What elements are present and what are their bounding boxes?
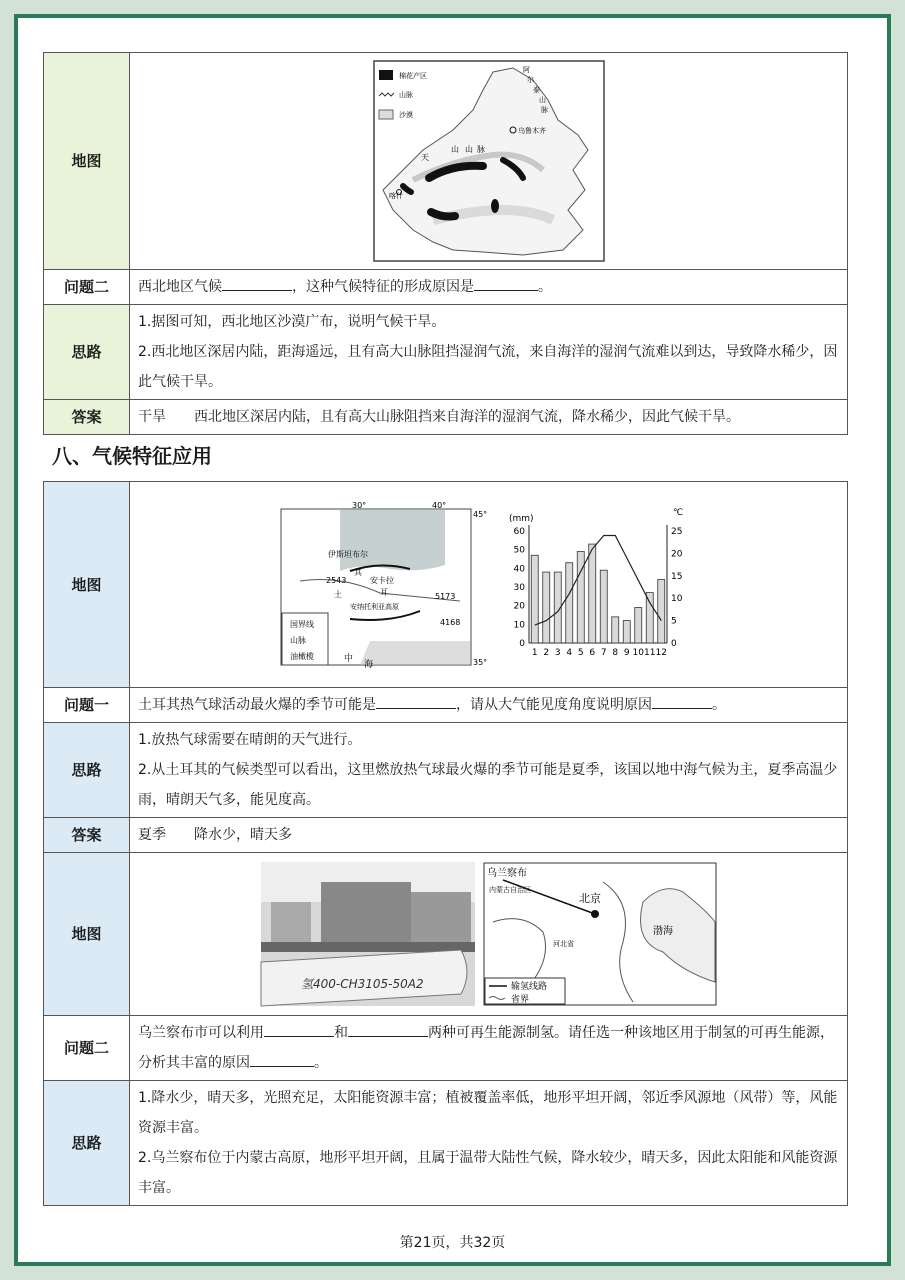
right-tick-label: 15 bbox=[671, 571, 683, 582]
qa-table-northwest bbox=[43, 52, 848, 435]
month-label: 9 bbox=[623, 647, 630, 658]
precip-bar bbox=[635, 607, 642, 642]
month-label: 2 bbox=[543, 647, 550, 658]
lon-30: 30° bbox=[352, 500, 367, 510]
question-2-part-2: ，这种气候特征的形成原因是 bbox=[292, 279, 474, 295]
answer-blank[interactable] bbox=[376, 695, 456, 709]
label-er: 耳 bbox=[380, 587, 388, 597]
question-2-part-3: 。 bbox=[538, 279, 552, 295]
precip-bar bbox=[646, 592, 653, 642]
legend-olive: 油橄榄 bbox=[290, 651, 314, 661]
answer-blank[interactable] bbox=[250, 1053, 314, 1067]
question-2b-part-1: 乌兰察布市可以利用 bbox=[138, 1025, 264, 1041]
left-tick-label: 40 bbox=[513, 563, 525, 574]
question-1-text bbox=[130, 688, 848, 723]
reasoning-2b-text bbox=[130, 1081, 848, 1206]
precip-bar bbox=[658, 579, 665, 642]
reasoning-2b-line-1: 1.降水少，晴天多，光照充足，太阳能资源丰富；植被覆盖率低，地形平坦开阔，邻近季风源地（风带）等，风能资源丰富。 bbox=[138, 1090, 838, 1136]
northwest-china-map bbox=[373, 60, 605, 262]
reasoning-2b-label: 思路 bbox=[44, 1081, 130, 1206]
label-tu: 土 bbox=[334, 589, 342, 599]
question-1-part-2: ，请从大气能见度角度说明原因 bbox=[456, 697, 652, 713]
precip-bar bbox=[589, 544, 596, 643]
lon-40: 40° bbox=[432, 500, 447, 510]
lat-45: 45° bbox=[473, 509, 488, 519]
right-tick-label: 5 bbox=[671, 616, 677, 627]
map-text-shan-2: 山 bbox=[464, 145, 473, 154]
right-tick-label: 10 bbox=[671, 593, 683, 604]
turkey-climate-chart bbox=[497, 501, 697, 669]
answer-blank[interactable] bbox=[474, 277, 538, 291]
reasoning-text bbox=[130, 723, 848, 818]
page-footer: 第21页，共32页 bbox=[399, 1235, 506, 1251]
left-tick-label: 30 bbox=[513, 582, 525, 593]
label-zhong: 中 bbox=[344, 653, 354, 664]
legend-desert: 沙漠 bbox=[398, 111, 413, 119]
label-hai: 海 bbox=[364, 659, 374, 670]
question-2b-label: 问题二 bbox=[44, 1016, 130, 1081]
lat-35: 35° bbox=[473, 657, 488, 667]
left-tick-label: 0 bbox=[519, 638, 525, 649]
map-text-shan-1: 山 bbox=[450, 145, 459, 154]
reasoning-label: 思路 bbox=[44, 723, 130, 818]
left-tick-label: 10 bbox=[513, 619, 525, 630]
map-text-altai-4: 山 bbox=[538, 96, 546, 104]
label-inner-mongolia: 内蒙古自治区 bbox=[488, 886, 531, 894]
question-1-part-3: 。 bbox=[712, 697, 726, 713]
map-text-kashgar: 喀什 bbox=[388, 192, 403, 200]
answer-blank[interactable] bbox=[264, 1023, 334, 1037]
map-text-altai-3: 泰 bbox=[532, 86, 540, 94]
answer-label: 答案 bbox=[44, 818, 130, 853]
label-2543: 2543 bbox=[326, 575, 347, 585]
question-2-part-1: 西北地区气候 bbox=[138, 279, 222, 295]
label-qi: 其 bbox=[354, 567, 362, 577]
label-istanbul: 伊斯坦布尔 bbox=[328, 549, 368, 559]
map-label: 地图 bbox=[44, 53, 130, 270]
reasoning-line-1: 1.放热气球需要在晴朗的天气进行。 bbox=[138, 732, 362, 748]
month-label: 10 bbox=[632, 647, 644, 658]
question-2b-part-4: 。 bbox=[314, 1055, 328, 1071]
turkey-map bbox=[280, 500, 488, 670]
precip-bar bbox=[623, 620, 630, 642]
month-label: 6 bbox=[589, 647, 596, 658]
answer-blank[interactable] bbox=[652, 695, 712, 709]
answer-blank[interactable] bbox=[222, 277, 292, 291]
map-text-altai-2: 尔 bbox=[526, 76, 534, 84]
reasoning-line-2: 2.西北地区深居内陆，距海遥远，且有高大山脉阻挡湿润气流，来自海洋的湿润气流难以到达，导致降水稀少，因此气候干旱。 bbox=[138, 344, 838, 390]
reasoning-text bbox=[130, 305, 848, 400]
precip-bar bbox=[531, 555, 538, 643]
answer-blank[interactable] bbox=[348, 1023, 428, 1037]
answer-text: 干旱 西北地区深居内陆，且有高大山脉阻挡来自海洋的湿润气流，降水稀少，因此气候干旱。 bbox=[130, 400, 848, 435]
turkey-figure-cell bbox=[130, 482, 848, 688]
month-label: 12 bbox=[655, 647, 667, 658]
left-axis-unit: (mm) bbox=[509, 513, 534, 524]
precip-bar bbox=[577, 551, 584, 642]
hydrogen-figure-cell bbox=[130, 853, 848, 1016]
precip-bar bbox=[566, 562, 573, 642]
question-1-label: 问题一 bbox=[44, 688, 130, 723]
month-label: 5 bbox=[577, 647, 584, 658]
question-2b-part-2: 和 bbox=[334, 1025, 348, 1041]
question-1-part-1: 土耳其热气球活动最火爆的季节可能是 bbox=[138, 697, 376, 713]
temperature-line bbox=[535, 535, 662, 625]
reasoning-line-1: 1.据图可知，西北地区沙漠广布，说明气候干旱。 bbox=[138, 314, 446, 330]
question-2b-part-3: 两种可再生能源制氢。请任选一种该地区用于制氢的可再生能源，分析其丰富的原因 bbox=[138, 1025, 834, 1071]
right-tick-label: 25 bbox=[671, 526, 683, 537]
label-ulanqab: 乌兰察布 bbox=[486, 868, 527, 879]
legend-mountain: 山脉 bbox=[398, 91, 413, 99]
left-tick-label: 60 bbox=[513, 526, 525, 537]
label-5173: 5173 bbox=[435, 591, 456, 601]
reasoning-2b-line-2: 2.乌兰察布位于内蒙古高原，地形平坦开阔，且属于温带大陆性气候，降水较少，晴天多，因此太阳能和风能资源丰富。 bbox=[138, 1150, 838, 1196]
label-4168: 4168 bbox=[440, 617, 461, 627]
legend-cotton: 棉花产区 bbox=[398, 72, 427, 80]
answer-text: 夏季 降水少，晴天多 bbox=[130, 818, 848, 853]
map-text-mai: 脉 bbox=[476, 145, 485, 154]
qa-table-climate-application bbox=[43, 481, 848, 1206]
month-label: 7 bbox=[600, 647, 607, 658]
legend-mountains: 山脉 bbox=[290, 635, 306, 645]
precip-bar bbox=[543, 572, 550, 643]
map-text-altai-5: 脉 bbox=[540, 106, 548, 114]
precip-bar bbox=[600, 570, 607, 643]
map-label: 地图 bbox=[44, 482, 130, 688]
question-2-text bbox=[130, 270, 848, 305]
month-label: 8 bbox=[612, 647, 619, 658]
section-title: 八、气候特征应用 bbox=[52, 444, 212, 468]
pipe-label: 氢400-CH3105-50A2 bbox=[300, 977, 424, 991]
label-bohai: 渤海 bbox=[652, 926, 673, 937]
label-ankara: 安卡拉 bbox=[370, 575, 394, 585]
answer-label: 答案 bbox=[44, 400, 130, 435]
month-label: 3 bbox=[554, 647, 561, 658]
right-tick-label: 20 bbox=[671, 548, 683, 559]
left-tick-label: 20 bbox=[513, 601, 525, 612]
right-tick-label: 0 bbox=[671, 638, 677, 649]
month-label: 11 bbox=[644, 647, 656, 658]
label-anatolia: 安纳托利亚高原 bbox=[350, 602, 399, 611]
map-2-label: 地图 bbox=[44, 853, 130, 1016]
hebei-pipeline-map bbox=[483, 862, 717, 1006]
legend-province: 省界 bbox=[510, 995, 529, 1005]
right-axis-unit: ℃ bbox=[673, 507, 684, 518]
left-tick-label: 50 bbox=[513, 545, 525, 556]
legend-border: 国界线 bbox=[290, 619, 314, 629]
hydrogen-pipeline-photo bbox=[261, 862, 475, 1006]
precip-bar bbox=[612, 616, 619, 642]
legend-pipeline: 输氢线路 bbox=[510, 982, 547, 992]
map-text-tian: 天 bbox=[420, 153, 429, 162]
reasoning-line-2: 2.从土耳其的气候类型可以看出，这里燃放热气球最火爆的季节可能是夏季，该国以地中海气候为主，夏季高温少雨，晴朗天气多，能见度高。 bbox=[138, 762, 838, 808]
map-text-urumqi: 乌鲁木齐 bbox=[517, 127, 546, 135]
map-text-altai-1: 阿 bbox=[522, 66, 530, 74]
northwest-map-cell bbox=[130, 53, 848, 270]
month-label: 4 bbox=[566, 647, 573, 658]
label-hebei: 河北省 bbox=[552, 940, 574, 948]
question-2b-text bbox=[130, 1016, 848, 1081]
month-label: 1 bbox=[531, 647, 538, 658]
question-2-label: 问题二 bbox=[44, 270, 130, 305]
reasoning-label: 思路 bbox=[44, 305, 130, 400]
label-beijing: 北京 bbox=[578, 892, 601, 905]
